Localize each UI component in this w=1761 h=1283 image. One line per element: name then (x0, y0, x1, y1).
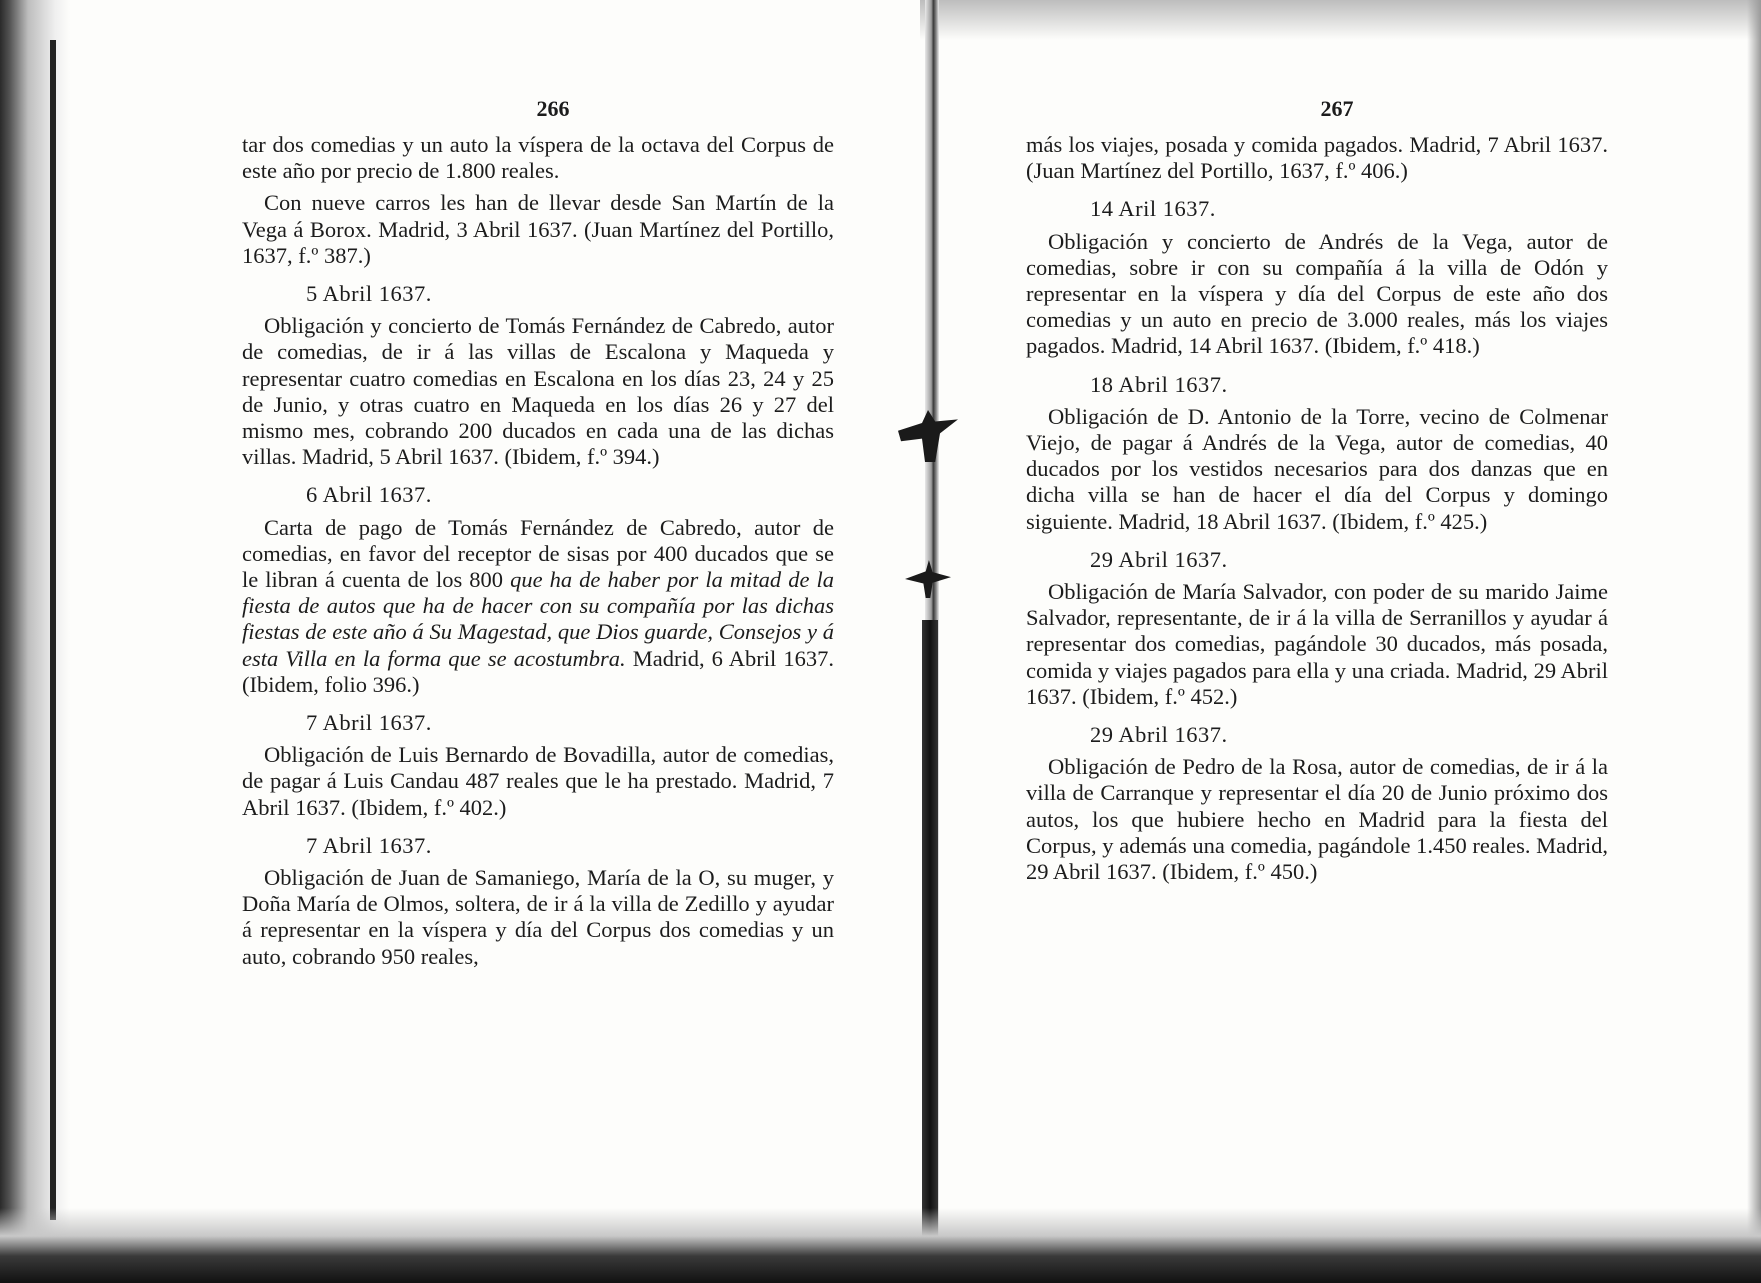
entry-text: Obligación de Pedro de la Rosa, autor de comedias, de ir á la villa de Carranque y representar el día 20 de Junio próximo dos autos, los que hubiere hecho en Madrid para la fiesta del Corpus, y además una comedia, pagándole 1.450 reales. Madrid, 29 Abril 1637. (Ibidem, f.º 450.) (1026, 754, 1608, 885)
entry-text (242, 515, 834, 698)
left-page (242, 96, 834, 976)
continuation-paragraph: tar dos comedias y un auto la víspera de la octava del Corpus de este año por precio de 1.800 reales. (242, 132, 834, 184)
entry-text-plain: Carta de pago de Tomás Fernández de Cabredo, autor de comedias, en favor del receptor de sisas por 400 ducados que se le libran á cuenta de los 800 (242, 514, 834, 593)
gutter-ink-blot (905, 560, 951, 598)
entry-text: Obligación de María Salvador, con poder de su marido Jaime Salvador, representante, de ir á la villa de Serranillos y ayudar á representar dos comedias, pagándole 30 ducados, más posada, comida y viajes pagados para ella y una criada. Madrid, 29 Abril 1637. (Ibidem, f.º 452.) (1026, 579, 1608, 709)
gutter-shadow (922, 620, 938, 1283)
entry-text-italic: que ha de haber por la mitad de la fiesta de autos que ha de hacer con su compañía por las dichas fiestas de este año á Su Magestad, que Dios guarde, Consejos y á esta Villa en la forma que se acostumbra. (242, 567, 834, 671)
page-number: 267 (1320, 96, 1354, 121)
entry-text-plain: Madrid, 6 Abril 1637. (Ibidem, folio 396.) (242, 645, 834, 697)
scan-bottom-edge (0, 1208, 1761, 1283)
entry-text: Obligación de Luis Bernardo de Bovadilla, autor de comedias, de pagar á Luis Candau 487 reales que le ha prestado. Madrid, 7 Abril 1637. (Ibidem, f.º 402.) (242, 742, 834, 820)
scan-left-edge (0, 0, 70, 1283)
scan-right-edge (1747, 0, 1761, 1283)
entry-text: Obligación y concierto de Tomás Fernández de Cabredo, autor de comedias, de ir á las villas de Escalona y Maqueda y representar cuatro comedias en Escalona en los días 23, 24 y 25 de Junio, y otras cuatro en Maqueda en los días 26 y 27 del mismo mes, cobrando 200 ducados en cada una de las dichas villas. Madrid, 5 Abril 1637. (Ibidem, f.º 394.) (242, 313, 834, 470)
entry-date: 29 Abril 1637. (1090, 722, 1228, 748)
entry-date: 5 Abril 1637. (306, 281, 432, 307)
entry-date: 14 Aril 1637. (1090, 196, 1216, 222)
entry-date: 6 Abril 1637. (306, 482, 432, 508)
entry-date: 7 Abril 1637. (306, 710, 432, 736)
continuation-paragraph: más los viajes, posada y comida pagados. Madrid, 7 Abril 1637. (Juan Martínez del Portillo, 1637, f.º 406.) (1026, 132, 1608, 184)
entry-date: 18 Abril 1637. (1090, 371, 1228, 397)
page-number: 266 (536, 96, 570, 121)
entry-text: Obligación y concierto de Andrés de la Vega, autor de comedias, sobre ir con su compañía á la villa de Odón y representar en la víspera y día del Corpus de este año dos comedias y un auto en precio de 3.000 reales, más los viajes pagados. Madrid, 14 Abril 1637. (Ibidem, f.º 418.) (1026, 228, 1608, 359)
right-page (1026, 96, 1608, 891)
gutter-ink-blot (898, 410, 958, 462)
entry-date: 29 Abril 1637. (1090, 546, 1228, 572)
paragraph: Con nueve carros les han de llevar desde San Martín de la Vega á Borox. Madrid, 3 Abril 1637. (Juan Martínez del Portillo, 1637, f.º 387.) (242, 190, 834, 268)
binding-shadow (50, 40, 56, 1220)
entry-date: 7 Abril 1637. (306, 832, 432, 858)
scan-top-edge (920, 0, 1761, 40)
entry-text: Obligación de D. Antonio de la Torre, vecino de Colmenar Viejo, de pagar á Andrés de la Vega, autor de comedias, 40 ducados por los vestidos necesarios para dos danzas que en dicha villa se han de hacer el día del Corpus y domingo siguiente. Madrid, 18 Abril 1637. (Ibidem, f.º 425.) (1026, 403, 1608, 534)
entry-text: Obligación de Juan de Samaniego, María de la O, su muger, y Doña María de Olmos, soltera, de ir á la villa de Zedillo y ayudar á representar en la víspera y día del Corpus dos comedias y un auto, cobrando 950 reales, (242, 865, 834, 969)
